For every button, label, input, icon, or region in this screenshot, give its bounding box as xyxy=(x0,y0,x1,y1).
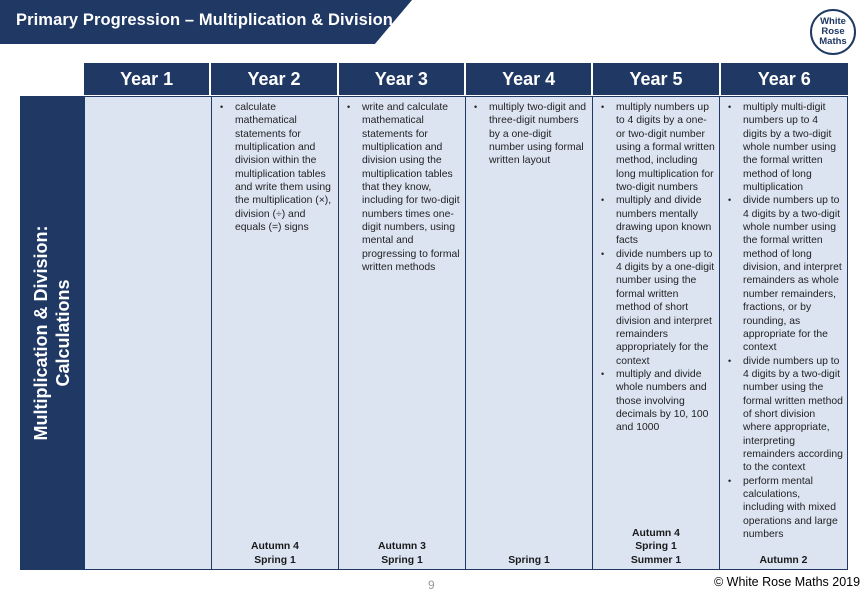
copyright-notice: © White Rose Maths 2019 xyxy=(714,575,861,589)
year-4-objective: • multiply two-digit and three-digit numbers by a one-digit number using formal written layout xyxy=(472,101,588,168)
year-5-term: Summer 1 xyxy=(630,554,682,566)
year-4-header: Year 4 xyxy=(466,63,593,95)
year-3-term: Autumn 3 xyxy=(378,541,426,553)
year-3-cell xyxy=(339,97,466,569)
year-6-objective: • divide numbers up to 4 digits by a two-digit number using the formal written method of short division where appropriate, interpreting remainders according to the context xyxy=(726,355,843,475)
year-5-objective: • multiply numbers up to 4 digits by a one- or two-digit number using a formal written method, including long multiplication for two-digit numbers xyxy=(599,101,715,194)
row-label-line-2: Calculations xyxy=(53,279,73,387)
row-label-line-1: Multiplication & Division: xyxy=(31,225,51,441)
year-6-objective: • divide numbers up to 4 digits by a two-digit whole number using the formal written method of long division, and interpret remainders as whole number remainders, fractions, or by rounding, as appropriate for the context xyxy=(726,194,843,354)
white-rose-maths-logo xyxy=(810,9,856,55)
year-2-cell xyxy=(212,97,339,569)
year-2-header: Year 2 xyxy=(211,63,338,95)
logo-line-2: Rose xyxy=(821,26,845,37)
row-label xyxy=(20,96,84,570)
year-2-objective: • calculate mathematical statements for multiplication and division within the multiplication tables and write them using the multiplication (×), division (÷) and equals (=) signs xyxy=(218,101,334,234)
year-3-term: Spring 1 xyxy=(381,554,423,566)
year-5-term: Autumn 4 xyxy=(632,527,680,539)
page-number: 9 xyxy=(428,578,435,592)
logo-line-1: White xyxy=(820,16,846,27)
year-5-term: Spring 1 xyxy=(635,541,677,553)
year-1-cell xyxy=(85,97,212,569)
year-1-header: Year 1 xyxy=(84,63,211,95)
year-2-term: Spring 1 xyxy=(254,554,296,566)
year-5-objective: • multiply and divide whole numbers and those involving decimals by 10, 100 and 1000 xyxy=(599,368,715,435)
year-header-row xyxy=(84,63,848,95)
year-6-objective: • perform mental calculations, including with mixed operations and large numbers xyxy=(726,475,843,542)
year-4-term: Spring 1 xyxy=(508,554,550,566)
year-5-objective: • divide numbers up to 4 digits by a one-digit number using the formal written method of short division and interpret remainders appropriately for the context xyxy=(599,248,715,368)
year-4-cell xyxy=(466,97,593,569)
year-5-header: Year 5 xyxy=(593,63,720,95)
year-3-header: Year 3 xyxy=(339,63,466,95)
calculations-row xyxy=(84,96,848,570)
year-5-objective: • multiply and divide numbers mentally drawing upon known facts xyxy=(599,194,715,247)
year-2-terms xyxy=(212,540,338,567)
year-6-objective: • multiply multi-digit numbers up to 4 digits by a two-digit whole number using the formal written method of long multiplication xyxy=(726,101,843,194)
year-6-terms xyxy=(720,554,847,567)
page-title: Primary Progression – Multiplication & Division xyxy=(16,11,393,29)
year-5-terms xyxy=(593,527,719,567)
year-6-term: Autumn 2 xyxy=(759,554,808,566)
year-3-terms xyxy=(339,540,465,567)
year-4-terms xyxy=(466,554,592,567)
year-2-term: Autumn 4 xyxy=(251,541,299,553)
year-6-cell xyxy=(720,97,847,569)
logo-line-3: Maths xyxy=(819,36,847,47)
year-6-header: Year 6 xyxy=(757,68,811,89)
year-5-cell xyxy=(593,97,720,569)
year-3-objective: • write and calculate mathematical statements for multiplication and division using the multiplication tables that they know, including for two-digit numbers times one-digit numbers, using mental and progressing to formal written methods xyxy=(345,101,461,274)
